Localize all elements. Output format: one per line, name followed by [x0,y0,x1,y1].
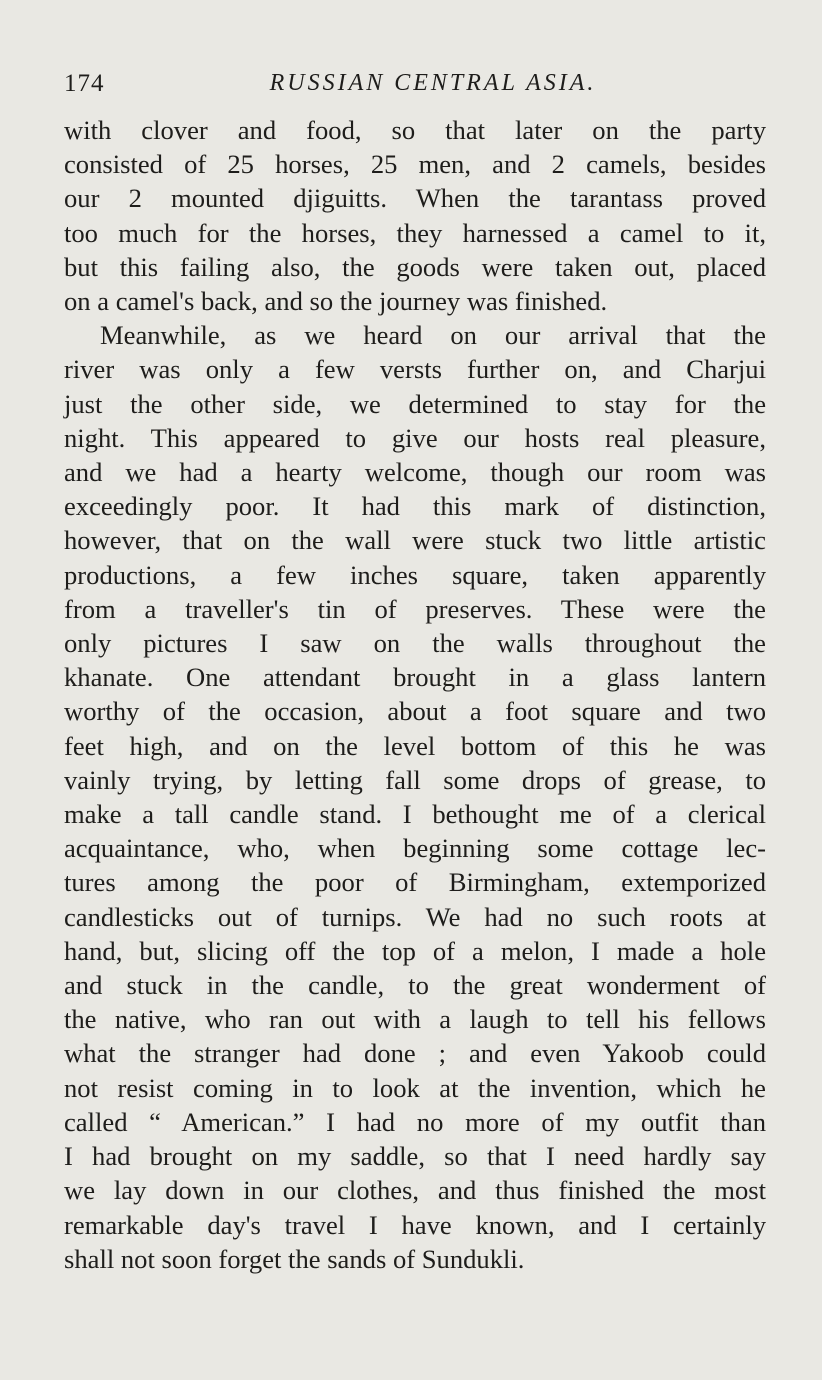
text-line: and stuck in the candle, to the great wonderment of [64,970,766,1001]
body-text [64,113,766,1276]
text-line: only pictures I saw on the walls throughout the [64,628,766,659]
text-line: I had brought on my saddle, so that I need hardly say [64,1141,766,1172]
text-line: productions, a few inches square, taken apparently [64,559,766,590]
page-number: 174 [64,70,105,97]
text-line: worthy of the occasion, about a foot square and two [64,696,766,727]
text-line: remarkable day's travel I have known, and I certainly [64,1209,766,1240]
text-line: make a tall candle stand. I bethought me of a clerical [64,799,766,830]
text-line: Meanwhile, as we heard on our arrival that the [100,320,766,351]
text-line: consisted of 25 horses, 25 men, and 2 camels, besides [64,149,766,180]
text-line: acquaintance, who, when beginning some cottage lec- [64,833,766,864]
text-line: with clover and food, so that later on the party [64,115,766,145]
text-line: what the stranger had done ; and even Yakoob could [64,1038,766,1069]
page-header [64,70,766,104]
text-line: the native, who ran out with a laugh to tell his fellows [64,1004,766,1035]
text-line: called “ American.” I had no more of my outfit than [64,1106,766,1137]
text-line: on a camel's back, and so the journey was finished. [64,286,608,317]
text-line: river was only a few versts further on, and Charjui [64,354,766,385]
text-line: but this failing also, the goods were taken out, placed [64,251,766,282]
text-line: shall not soon forget the sands of Sundukli. [64,1243,525,1274]
text-line: and we had a hearty welcome, though our room was [64,457,766,488]
running-head: RUSSIAN CENTRAL ASIA. [269,70,597,96]
text-line: just the other side, we determined to stay for the [64,388,766,419]
text-line: khanate. One attendant brought in a glass lantern [64,662,766,693]
text-line: hand, but, slicing off the top of a melon, I made a hole [64,935,766,966]
text-line: feet high, and on the level bottom of this he was [64,730,766,761]
text-line: vainly trying, by letting fall some drops of grease, to [64,764,766,795]
text-line: tures among the poor of Birmingham, extemporized [64,867,766,898]
text-line: too much for the horses, they harnessed a camel to it, [64,217,766,248]
text-line: we lay down in our clothes, and thus finished the most [64,1175,766,1206]
text-line: not resist coming in to look at the invention, which he [64,1072,766,1103]
text-line: our 2 mounted djiguitts. When the tarantass proved [64,183,766,214]
text-line: exceedingly poor. It had this mark of distinction, [64,491,766,522]
text-line: candlesticks out of turnips. We had no such roots at [64,901,766,932]
text-line: however, that on the wall were stuck two little artistic [64,525,766,556]
text-line: from a traveller's tin of preserves. These were the [64,593,766,624]
text-line: night. This appeared to give our hosts real pleasure, [64,422,766,453]
paragraph [64,113,766,318]
paragraph [64,318,766,1276]
